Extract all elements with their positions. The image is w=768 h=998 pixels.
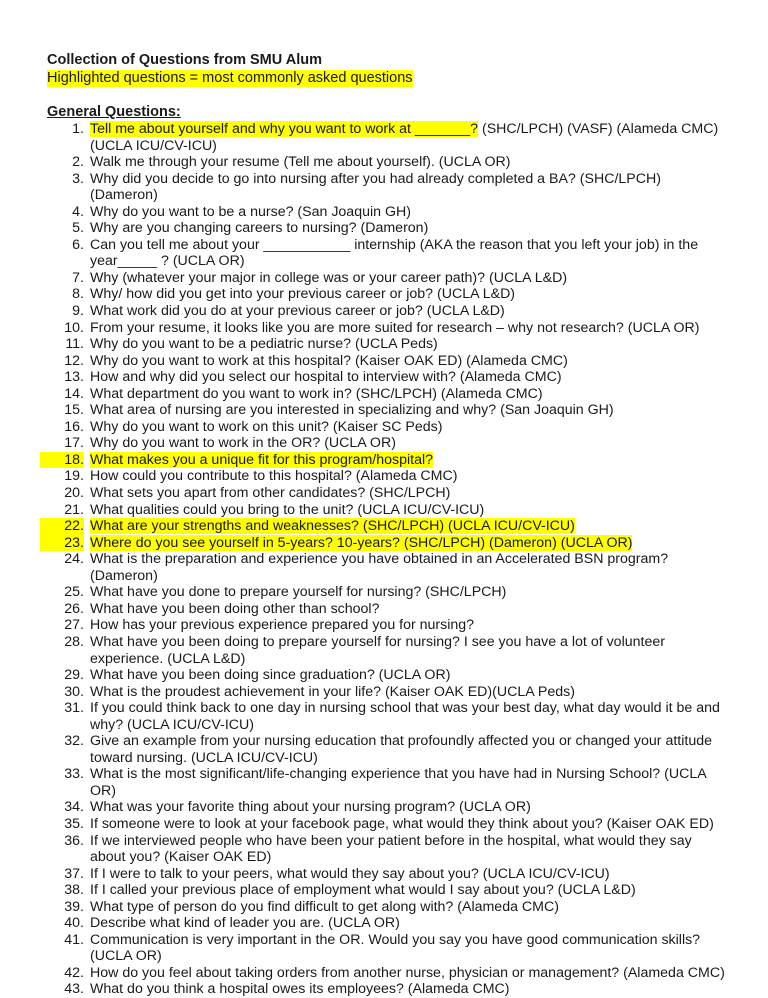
question-item — [0, 353, 768, 370]
question-number: 32. — [64, 733, 84, 750]
question-text: Communication is very important in the OR. Would you say you have good communication skills? (UCLA OR) — [90, 931, 701, 965]
question-item — [0, 452, 768, 469]
question-text: How do you feel about taking orders from another nurse, physician or management? (Alameda CMC) — [90, 964, 725, 981]
question-number: 19. — [64, 468, 84, 485]
question-number: 43. — [64, 981, 84, 998]
question-number: 26. — [64, 600, 84, 617]
question-item — [0, 799, 768, 816]
question-text: If someone were to look at your facebook page, what would they think about you? (Kaiser OAK ED) — [90, 815, 714, 832]
question-text: Can you tell me about your ___________ internship (AKA the reason that you left your job) in the year_____ ? (UCLA OR) — [90, 236, 699, 270]
question-text: Describe what kind of leader you are. (UCLA OR) — [90, 915, 400, 932]
question-number: 14. — [64, 385, 84, 402]
question-text: What have you been doing other than school? — [90, 600, 380, 617]
question-number: 7. — [72, 269, 84, 286]
question-item — [0, 270, 768, 287]
question-text: Why do you want to work in the OR? (UCLA OR) — [90, 435, 396, 452]
question-item — [0, 435, 768, 452]
question-number: 34. — [64, 799, 84, 816]
question-text: How has your previous experience prepared you for nursing? — [90, 617, 475, 634]
question-number: 16. — [64, 418, 84, 435]
question-text: Why do you want to work on this unit? (Kaiser SC Peds) — [90, 418, 443, 435]
question-text: Walk me through your resume (Tell me about yourself). (UCLA OR) — [90, 154, 511, 171]
question-item — [0, 932, 768, 965]
question-text: What department do you want to work in? (SHC/LPCH) (Alameda CMC) — [90, 385, 543, 402]
question-item — [0, 220, 768, 237]
question-item — [0, 303, 768, 320]
question-text: From your resume, it looks like you are more suited for research – why not research? (UCLA OR) — [90, 319, 700, 336]
question-item — [0, 237, 768, 270]
question-number: 33. — [64, 766, 84, 783]
question-number: 17. — [64, 435, 84, 452]
question-list — [0, 121, 768, 998]
question-item — [0, 833, 768, 866]
question-item — [0, 601, 768, 618]
document-title: Collection of Questions from SMU Alum — [47, 52, 322, 68]
question-text: Why do you want to be a pediatric nurse? (UCLA Peds) — [90, 336, 438, 353]
question-item — [0, 419, 768, 436]
question-item — [0, 171, 768, 204]
question-number: 10. — [64, 319, 84, 336]
question-text: What is the preparation and experience you have obtained in an Accelerated BSN program? (Dameron) — [90, 551, 669, 584]
question-number: 4. — [72, 203, 84, 220]
question-item — [0, 766, 768, 799]
question-number: 1. — [72, 121, 84, 137]
question-item — [0, 336, 768, 353]
question-item — [0, 584, 768, 601]
question-number: 27. — [64, 617, 84, 634]
question-item — [0, 700, 768, 733]
question-item — [0, 154, 768, 171]
question-number: 36. — [64, 832, 84, 849]
question-text: Why/ how did you get into your previous career or job? (UCLA L&D) — [90, 286, 516, 303]
question-number: 42. — [64, 964, 84, 981]
question-text: Tell me about yourself and why you want to work at _______? — [90, 121, 479, 137]
question-item — [0, 535, 768, 552]
question-number: 35. — [64, 815, 84, 832]
question-text: Why do you want to be a nurse? (San Joaquin GH) — [90, 203, 411, 220]
question-item — [0, 485, 768, 502]
question-text: If we interviewed people who have been your patient before in the hospital, what would they say about you? (Kaiser OAK ED) — [90, 832, 692, 866]
question-text: What sets you apart from other candidates? (SHC/LPCH) — [90, 485, 451, 502]
question-text: What is the proudest achievement in your life? (Kaiser OAK ED)(UCLA Peds) — [90, 683, 575, 700]
question-number: 2. — [72, 154, 84, 171]
question-number: 24. — [64, 551, 84, 568]
question-item — [0, 866, 768, 883]
question-text: What qualities could you bring to the unit? (UCLA ICU/CV-ICU) — [90, 501, 485, 518]
question-text: Why are you changing careers to nursing? (Dameron) — [90, 220, 429, 237]
question-number: 18. — [40, 452, 84, 469]
question-item — [0, 121, 768, 154]
question-number: 25. — [64, 584, 84, 601]
question-number: 23. — [40, 535, 84, 552]
section-heading-general-questions: General Questions: — [47, 104, 181, 120]
question-number: 5. — [72, 220, 84, 237]
question-number: 41. — [64, 931, 84, 948]
question-number: 13. — [64, 369, 84, 386]
question-item — [0, 981, 768, 998]
question-number: 38. — [64, 882, 84, 899]
question-number: 9. — [72, 303, 84, 320]
question-text: What do you think a hospital owes its employees? (Alameda CMC) — [90, 981, 510, 998]
question-number: 31. — [64, 700, 84, 717]
question-source-tags: (SHC/LPCH) (VASF) (Alameda CMC) (UCLA ICU/CV-ICU) — [90, 121, 719, 154]
question-item — [0, 684, 768, 701]
question-number: 8. — [72, 286, 84, 303]
question-item — [0, 667, 768, 684]
question-number: 29. — [64, 667, 84, 684]
question-text: What was your favorite thing about your nursing program? (UCLA OR) — [90, 799, 531, 816]
question-item — [0, 402, 768, 419]
question-item — [0, 816, 768, 833]
question-text: What area of nursing are you interested in specializing and why? (San Joaquin GH) — [90, 402, 614, 419]
question-text: What type of person do you find difficult to get along with? (Alameda CMC) — [90, 898, 559, 915]
question-number: 39. — [64, 898, 84, 915]
highlight-legend: Highlighted questions = most commonly asked questions — [47, 70, 413, 86]
question-text: Give an example from your nursing education that profoundly affected you or changed your attitude toward nursing. (UCLA ICU/CV-ICU) — [90, 733, 713, 766]
question-item — [0, 899, 768, 916]
question-item — [0, 320, 768, 337]
question-number: 28. — [64, 633, 84, 650]
question-number: 12. — [64, 352, 84, 369]
question-text: What have you done to prepare yourself for nursing? (SHC/LPCH) — [90, 584, 507, 601]
question-text: Why did you decide to go into nursing after you had already completed a BA? (SHC/LPCH) (Dameron) — [90, 170, 661, 204]
question-item — [0, 386, 768, 403]
question-text: What are your strengths and weaknesses? (SHC/LPCH) (UCLA ICU/CV-ICU) — [90, 518, 575, 535]
question-item — [0, 882, 768, 899]
question-item — [0, 468, 768, 485]
question-item — [0, 518, 768, 535]
question-text: What have you been doing since graduation? (UCLA OR) — [90, 667, 451, 684]
question-item — [0, 733, 768, 766]
question-item — [0, 634, 768, 667]
question-number: 20. — [64, 485, 84, 502]
question-number: 40. — [64, 915, 84, 932]
question-item — [0, 915, 768, 932]
question-number: 22. — [40, 518, 84, 535]
question-item — [0, 369, 768, 386]
question-item — [0, 286, 768, 303]
question-text: What is the most significant/life-changing experience that you have had in Nursing School? (UCLA OR) — [90, 766, 706, 799]
question-number: 15. — [64, 402, 84, 419]
question-text: What work did you do at your previous career or job? (UCLA L&D) — [90, 303, 505, 320]
question-text: How could you contribute to this hospital? (Alameda CMC) — [90, 468, 458, 485]
question-item — [0, 502, 768, 519]
question-number: 37. — [64, 865, 84, 882]
question-item — [0, 204, 768, 221]
question-item — [0, 551, 768, 584]
question-text: If I were to talk to your peers, what would they say about you? (UCLA ICU/CV-ICU) — [90, 865, 610, 882]
question-text: How and why did you select our hospital to interview with? (Alameda CMC) — [90, 369, 562, 386]
question-number: 3. — [72, 170, 84, 187]
question-number: 6. — [72, 236, 84, 253]
question-item — [0, 617, 768, 634]
question-text: If you could think back to one day in nursing school that was your best day, what day would it be and why? (UCLA ICU/CV-ICU) — [90, 700, 720, 733]
question-item — [0, 965, 768, 982]
question-number: 21. — [64, 501, 84, 518]
question-text: If I called your previous place of employment what would I say about you? (UCLA L&D) — [90, 882, 636, 899]
question-text: Why (whatever your major in college was or your career path)? (UCLA L&D) — [90, 269, 568, 286]
question-text: What have you been doing to prepare yourself for nursing? I see you have a lot of volunteer experience. (UCLA L&D) — [90, 633, 665, 667]
question-text: Why do you want to work at this hospital? (Kaiser OAK ED) (Alameda CMC) — [90, 352, 568, 369]
question-text: Where do you see yourself in 5-years? 10-years? (SHC/LPCH) (Dameron) (UCLA OR) — [90, 534, 633, 551]
question-number: 30. — [64, 683, 84, 700]
question-number: 11. — [65, 336, 84, 353]
question-text: What makes you a unique fit for this program/hospital? — [90, 451, 434, 468]
